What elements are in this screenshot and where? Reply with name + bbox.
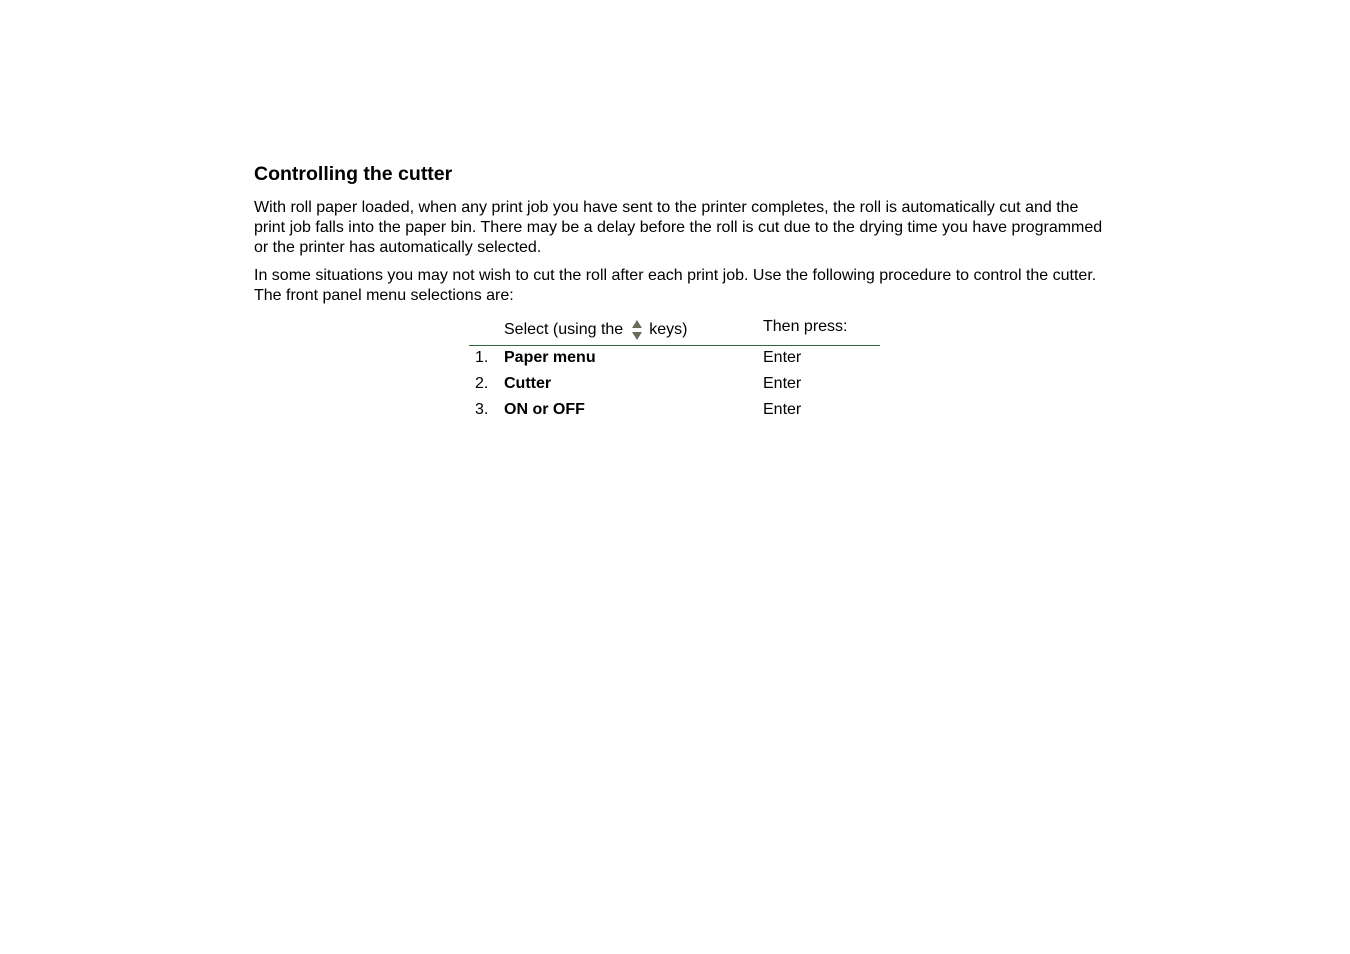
step-number: 2. xyxy=(475,375,489,392)
up-down-arrow-keys-icon xyxy=(629,318,645,342)
procedure-table xyxy=(469,314,880,424)
step-selection: Paper menu xyxy=(504,349,596,366)
step-number: 3. xyxy=(475,401,489,418)
section-heading: Controlling the cutter xyxy=(254,163,453,185)
step-press-key: Enter xyxy=(763,375,802,392)
press-column-header: Then press: xyxy=(763,318,848,335)
step-press-key: Enter xyxy=(763,349,802,366)
step-selection: ON or OFF xyxy=(504,401,585,418)
select-column-header xyxy=(504,318,687,342)
procedure-step-row xyxy=(469,398,880,424)
procedure-table-header xyxy=(469,314,880,346)
document-section xyxy=(254,160,1104,314)
paragraph-procedure-intro: In some situations you may not wish to cut the roll after each print job. Use the following procedure to control the cutter. The front panel menu selections are: xyxy=(254,267,1097,304)
step-press-key: Enter xyxy=(763,401,802,418)
procedure-step-row xyxy=(469,346,880,372)
step-number: 1. xyxy=(475,349,489,366)
procedure-step-row xyxy=(469,372,880,398)
select-header-prefix: Select (using the xyxy=(504,321,624,338)
select-header-suffix: keys) xyxy=(649,321,688,338)
step-selection: Cutter xyxy=(504,375,552,392)
paragraph-intro: With roll paper loaded, when any print job you have sent to the printer completes, the roll is automatically cut and the print job falls into the paper bin. There may be a delay before the roll is cut due to the drying time you have programmed or the printer has automatically selected. xyxy=(254,199,1103,256)
